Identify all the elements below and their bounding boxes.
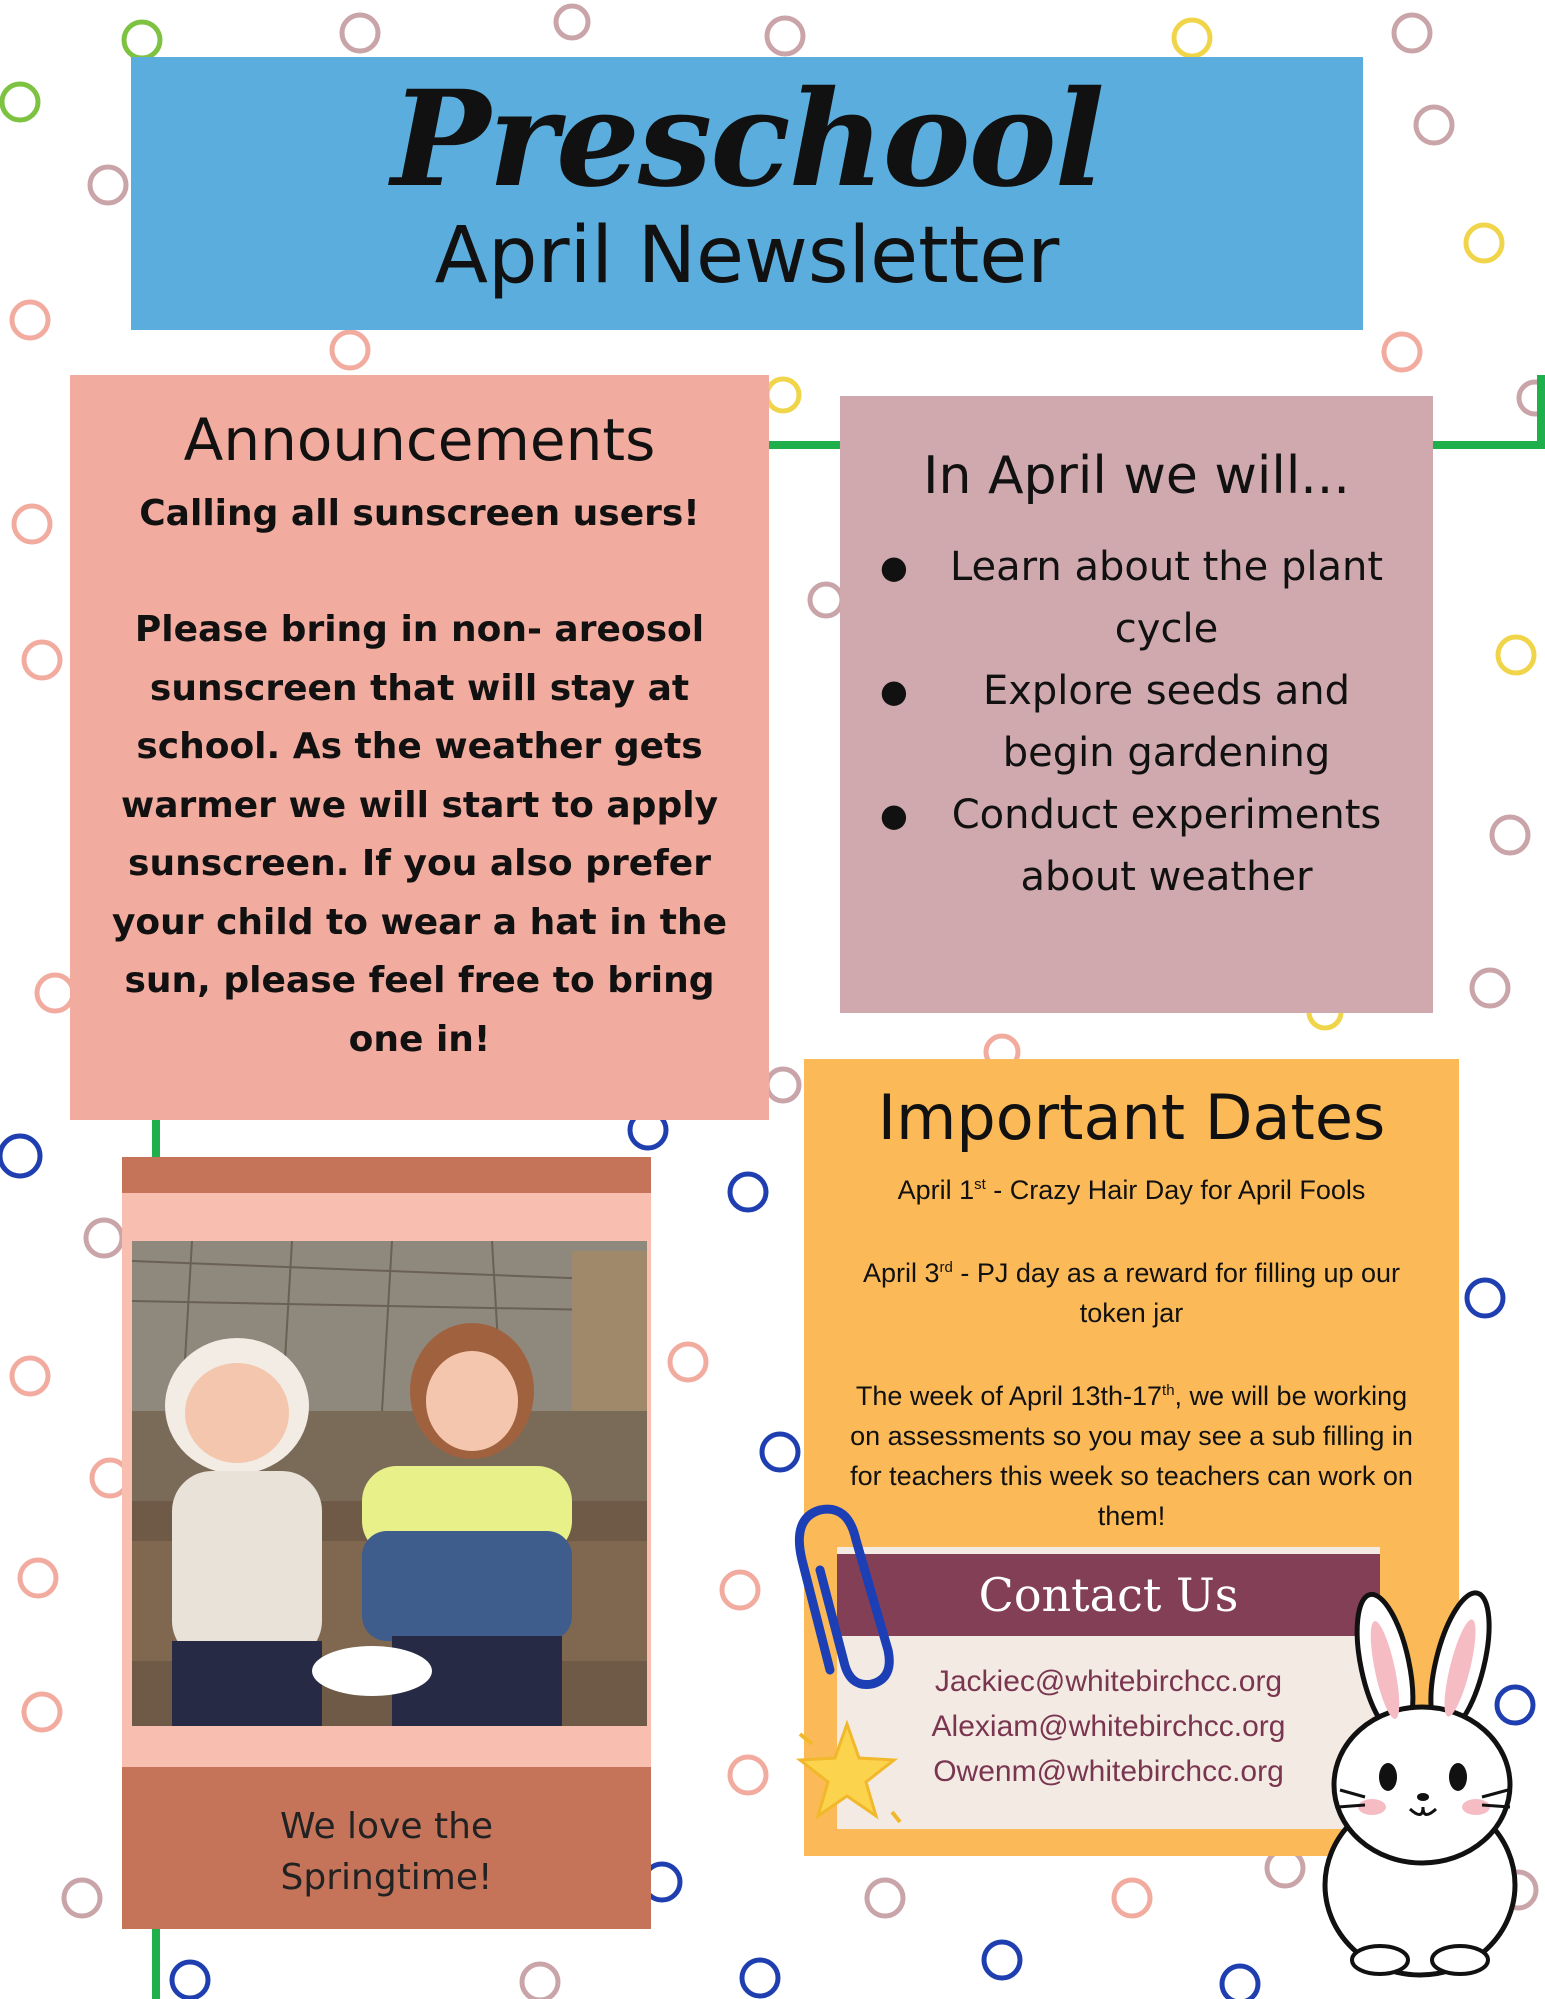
email-link[interactable]: Owenm@whitebirchcc.org <box>933 1755 1284 1788</box>
april-plan-text: Conduct experiments about weather <box>951 792 1382 900</box>
star-icon <box>792 1716 902 1826</box>
photo-caption: We love the Springtime! <box>279 1806 494 1898</box>
april-plans-panel <box>840 396 1433 1013</box>
date-item: The week of April 13th-17th, we will be working on assessments so you may see a sub filling in for teachers this week so teachers can work on them! <box>850 1381 1413 1531</box>
photo-caption-box <box>122 1767 651 1929</box>
newsletter-subtitle: April Newsletter <box>434 211 1060 301</box>
connector-line <box>1537 375 1545 445</box>
important-dates-heading: Important Dates <box>877 1081 1386 1154</box>
april-plan-text: Learn about the plant cycle <box>949 544 1384 652</box>
april-plan-text: Explore seeds and begin gardening <box>982 668 1351 776</box>
april-plans-heading: In April we will... <box>923 446 1350 506</box>
newsletter-header <box>131 57 1363 330</box>
contact-heading: Contact Us <box>837 1554 1380 1636</box>
announcements-lead: Calling all sunscreen users! <box>139 493 700 534</box>
connector-line <box>1433 441 1545 449</box>
bullet-icon: ● <box>880 796 908 834</box>
connector-line <box>152 1120 160 1157</box>
announcements-heading: Announcements <box>183 406 656 474</box>
contact-emails <box>837 1659 1380 1794</box>
date-item: April 1st - Crazy Hair Day for April Fools <box>897 1175 1366 1205</box>
bullet-icon: ● <box>880 672 908 710</box>
email-link[interactable]: Jackiec@whitebirchcc.org <box>934 1665 1283 1698</box>
list-item <box>880 660 1403 784</box>
announcements-panel <box>70 375 769 1120</box>
newsletter-title: Preschool <box>391 62 1103 217</box>
bullet-icon: ● <box>880 548 908 586</box>
announcements-body: Please bring in non- areosol sunscreen that will stay at school. As the weather gets warmer we will start to apply sunscreen. If you also prefer your child to wear a hat in the sun, please feel free to bring one in! <box>111 609 728 1060</box>
list-item <box>880 784 1403 908</box>
photo-band <box>122 1157 651 1193</box>
april-plans-list <box>840 536 1433 908</box>
photo-card <box>122 1157 651 1929</box>
bunny-icon <box>1310 1585 1540 1985</box>
email-link[interactable]: Alexiam@whitebirchcc.org <box>931 1710 1286 1743</box>
connector-line <box>152 1929 160 1999</box>
list-item <box>880 536 1403 660</box>
children-photo <box>132 1241 647 1726</box>
date-item: April 3rd - PJ day as a reward for filling up our token jar <box>862 1258 1401 1328</box>
paperclip-icon <box>790 1500 910 1700</box>
connector-line <box>769 441 840 449</box>
contact-panel <box>837 1547 1380 1829</box>
